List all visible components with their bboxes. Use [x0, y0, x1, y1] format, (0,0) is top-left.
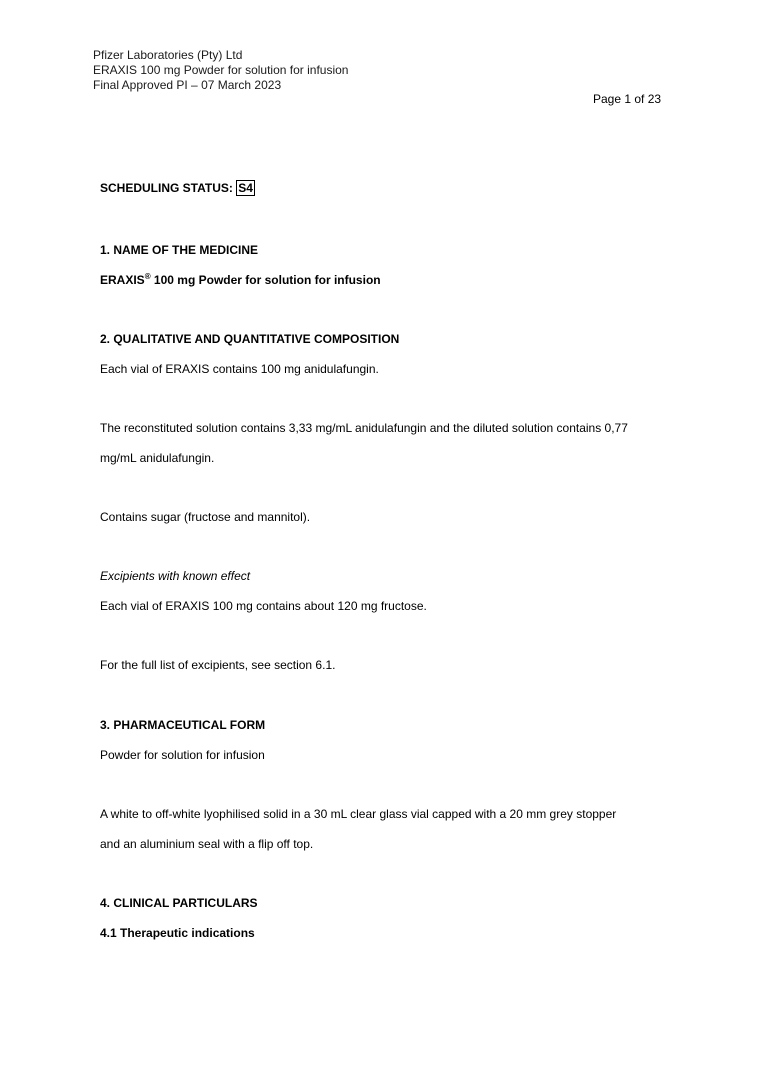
header-product: ERAXIS 100 mg Powder for solution for infusion: [93, 63, 349, 77]
excipients-heading: Excipients with known effect: [100, 569, 251, 583]
section-4-1-heading: 4.1 Therapeutic indications: [100, 926, 255, 940]
form-paragraph-2-line-2: and an aluminium seal with a flip off top.: [100, 837, 314, 851]
header-company: Pfizer Laboratories (Pty) Ltd: [93, 48, 243, 62]
scheduling-status: [100, 181, 255, 195]
medicine-name-rest: 100 mg Powder for solution for infusion: [150, 273, 381, 287]
form-paragraph-2-line-1: A white to off-white lyophilised solid in a 30 mL clear glass vial capped with a 20 mm grey stopper: [100, 807, 617, 821]
composition-paragraph-3: Contains sugar (fructose and mannitol).: [100, 510, 311, 524]
section-1-heading: 1. NAME OF THE MEDICINE: [100, 243, 259, 257]
composition-paragraph-1: Each vial of ERAXIS contains 100 mg anidulafungin.: [100, 362, 379, 376]
composition-paragraph-2-line-2: mg/mL anidulafungin.: [100, 451, 215, 465]
scheduling-label: SCHEDULING STATUS:: [100, 181, 233, 195]
composition-paragraph-4: Each vial of ERAXIS 100 mg contains about 120 mg fructose.: [100, 599, 427, 613]
medicine-brand: ERAXIS: [100, 273, 145, 287]
section-2-heading: 2. QUALITATIVE AND QUANTITATIVE COMPOSITION: [100, 332, 400, 346]
form-paragraph-1: Powder for solution for infusion: [100, 748, 265, 762]
composition-paragraph-2-line-1: The reconstituted solution contains 3,33 mg/mL anidulafungin and the diluted solution contains 0,77: [100, 421, 628, 435]
composition-paragraph-5: For the full list of excipients, see section 6.1.: [100, 658, 336, 672]
registered-mark: ®: [144, 272, 151, 281]
scheduling-value: S4: [238, 181, 253, 195]
section-4-heading: 4. CLINICAL PARTICULARS: [100, 896, 258, 910]
header-approval: Final Approved PI – 07 March 2023: [93, 78, 282, 92]
section-3-heading: 3. PHARMACEUTICAL FORM: [100, 718, 266, 732]
medicine-name: [100, 273, 381, 287]
page-number: Page 1 of 23: [593, 92, 662, 106]
